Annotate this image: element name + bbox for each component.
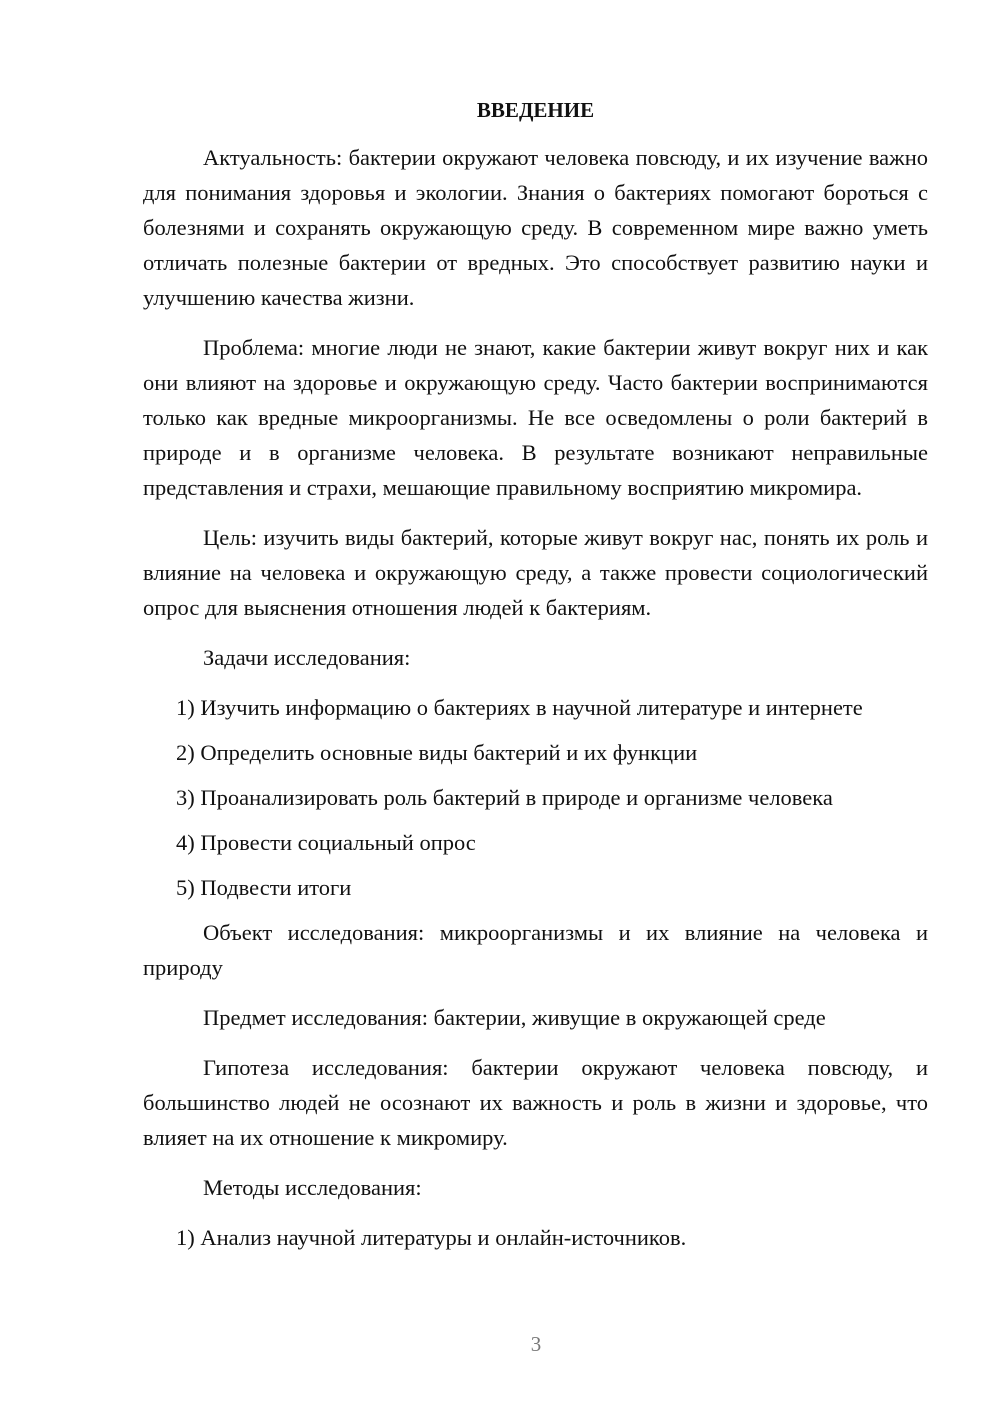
task-item-1: 1) Изучить информацию о бактериях в научной литературе и интернете xyxy=(176,695,863,720)
page-number: 3 xyxy=(530,1332,542,1356)
subject-paragraph: Предмет исследования: бактерии, живущие в окружающей среде xyxy=(203,1005,826,1030)
method-item-1: 1) Анализ научной литературы и онлайн-источников. xyxy=(176,1225,687,1250)
task-item-2: 2) Определить основные виды бактерий и их функции xyxy=(176,740,698,765)
task-item-4: 4) Провести социальный опрос xyxy=(176,830,476,855)
object-paragraph: Объект исследования: микроорганизмы и их влияние на человека и природу xyxy=(143,920,928,980)
goal-paragraph: Цель: изучить виды бактерий, которые живут вокруг нас, понять их роль и влияние на человека и окружающую среду, а также провести социологический опрос для выяснения отношения людей к бактериям. xyxy=(143,525,928,620)
hypothesis-paragraph: Гипотеза исследования: бактерии окружают человека повсюду, и большинство людей не осознают их важность и роль в жизни и здоровье, что влияет на их отношение к микромиру. xyxy=(143,1055,928,1150)
methods-heading: Методы исследования: xyxy=(203,1175,422,1200)
page-content xyxy=(143,93,928,1265)
page-title: ВВЕДЕНИЕ xyxy=(476,98,595,122)
task-item-5: 5) Подвести итоги xyxy=(176,875,352,900)
relevance-paragraph: Актуальность: бактерии окружают человека повсюду, и их изучение важно для понимания здоровья и экологии. Знания о бактериях помогают бороться с болезнями и сохранять окружающую среду. В современном мире важно уметь отличать полезные бактерии от вредных. Это способствует развитию науки и улучшению качества жизни. xyxy=(143,145,928,310)
tasks-heading: Задачи исследования: xyxy=(203,645,411,670)
task-item-3: 3) Проанализировать роль бактерий в природе и организме человека xyxy=(176,785,833,810)
problem-paragraph: Проблема: многие люди не знают, какие бактерии живут вокруг них и как они влияют на здоровье и окружающую среду. Часто бактерии воспринимаются только как вредные микроорганизмы. Не все осведомлены о роли бактерий в природе и в организме человека. В результате возникают неправильные представления и страхи, мешающие правильному восприятию микромира. xyxy=(143,335,928,500)
